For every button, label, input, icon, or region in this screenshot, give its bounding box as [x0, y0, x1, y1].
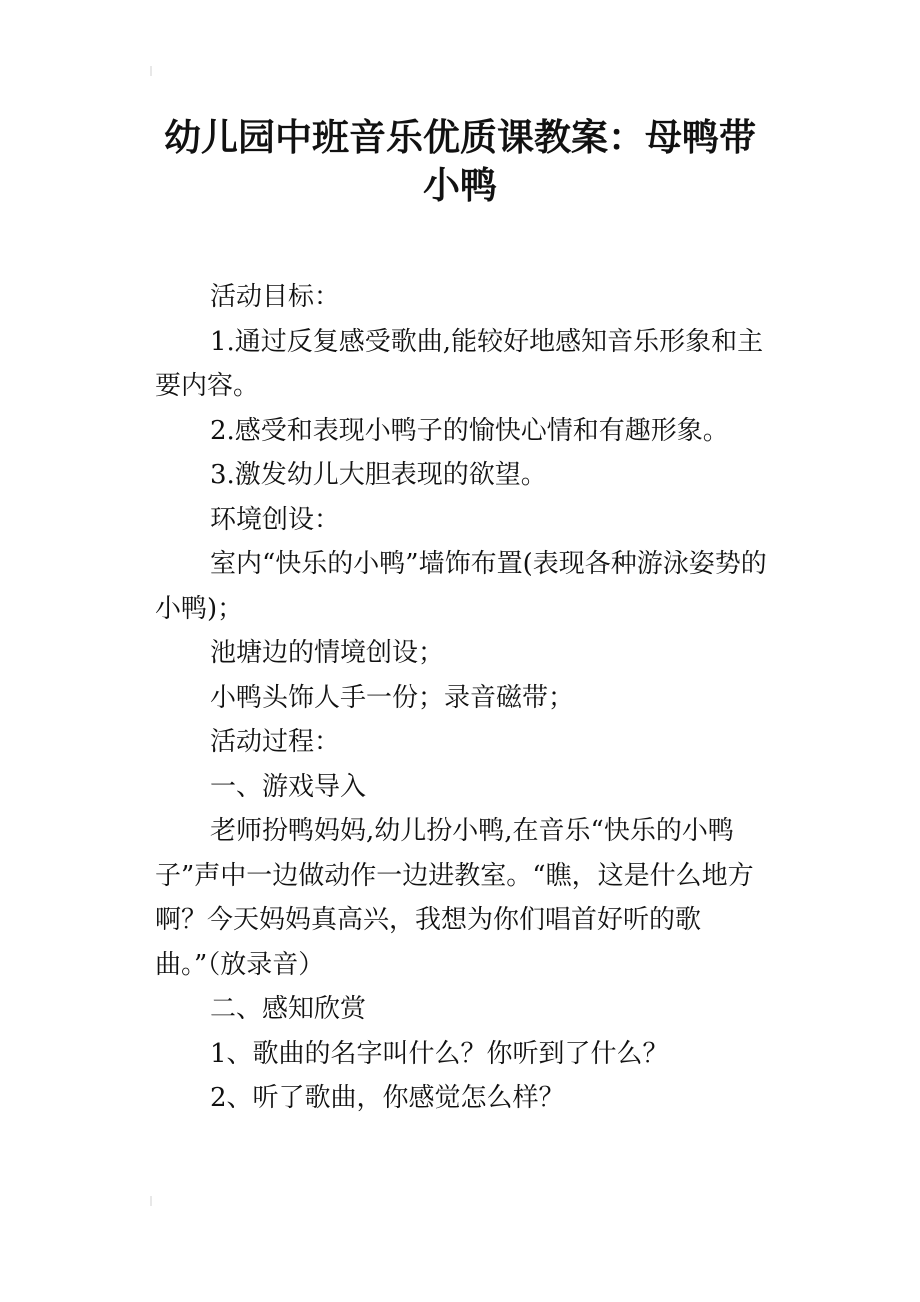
paragraph: 活动过程：: [210, 727, 341, 757]
document-title: 幼儿园中班音乐优质课教案：母鸭带小鸭: [164, 116, 756, 207]
paragraph: 池塘边的情境创设；: [210, 638, 445, 668]
paragraph: 活动目标：: [210, 282, 341, 312]
paragraph: 环境创设：: [210, 504, 341, 535]
paragraph: 2.感受和表现小鸭子的愉快心情和有趣形象。: [210, 415, 729, 446]
paragraph: 1.通过反复感受歌曲,能较好地感知音乐形象和主要内容。: [155, 326, 764, 401]
paragraph: 老师扮鸭妈妈,幼儿扮小鸭,在音乐“快乐的小鸭子”声中一边做动作一边进教室。“瞧，这是什么地方啊？今天妈妈真高兴，我想为你们唱首好听的歌曲。”（放录音）: [155, 816, 754, 980]
paragraph: 二、感知欣赏: [210, 994, 367, 1024]
paragraph: 一、游戏导入: [210, 771, 367, 802]
paragraph: 1、歌曲的名字叫什么？你听到了什么？: [210, 1038, 669, 1069]
corner-mark-bottom: [146, 1196, 156, 1206]
paragraph: 小鸭头饰人手一份；录音磁带；: [210, 682, 575, 713]
paragraph: 3.激发幼儿大胆表现的欲望。: [210, 460, 547, 490]
document-body: [155, 275, 769, 1121]
corner-mark-top: [146, 66, 156, 76]
paragraph: 2、听了歌曲，你感觉怎么样？: [210, 1083, 565, 1113]
paragraph: 室内“快乐的小鸭”墙饰布置(表现各种游泳姿势的小鸭)；: [155, 549, 767, 624]
